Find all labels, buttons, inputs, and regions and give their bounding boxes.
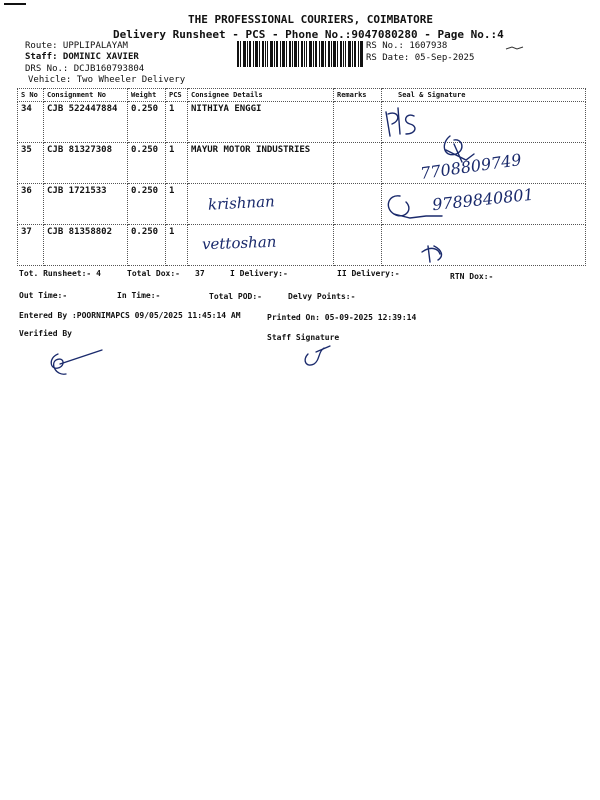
cell-sno: 36 <box>18 184 44 225</box>
cell-weight: 0.250 <box>128 184 166 225</box>
company-title: THE PROFESSIONAL COURIERS, COIMBATORE <box>188 13 434 26</box>
route-label: Route: UPPLIPALAYAM <box>25 41 128 51</box>
ii-delivery: II Delivery:- <box>337 269 400 278</box>
rs-date: RS Date: 05-Sep-2025 <box>366 53 475 63</box>
cell-sno: 34 <box>18 102 44 143</box>
total-runsheet: Tot. Runsheet:- 4 <box>19 269 101 278</box>
corner-mark <box>4 3 26 5</box>
verified-by: Verified By <box>19 329 72 338</box>
header-consignment: Consignment No <box>44 89 128 102</box>
cell-pcs: 1 <box>166 225 188 266</box>
cell-consignment: CJB 81327308 <box>44 143 128 184</box>
handwritten-signatures <box>370 100 590 270</box>
cell-details: MAYUR MOTOR INDUSTRIES <box>188 143 334 184</box>
header-weight: Weight <box>128 89 166 102</box>
header-pcs: PCS <box>166 89 188 102</box>
handwritten-phone-row35: 7708809749 <box>419 150 523 183</box>
cell-details: NITHIYA ENGGI <box>188 102 334 143</box>
header-sno: S No <box>18 89 44 102</box>
handwritten-name-row36: krishnan <box>207 192 276 214</box>
printed-on: Printed On: 05-09-2025 12:39:14 <box>267 313 417 322</box>
header-remarks: Remarks <box>334 89 382 102</box>
cell-pcs: 1 <box>166 102 188 143</box>
runsheet-subtitle: Delivery Runsheet - PCS - Phone No.:9047080280 - Page No.:4 <box>113 28 504 41</box>
cell-sno: 35 <box>18 143 44 184</box>
entered-by: Entered By :POORNIMAPCS 09/05/2025 11:45:14 AM <box>19 311 241 320</box>
i-delivery: I Delivery:- <box>230 269 288 278</box>
rs-number: RS No.: 1607938 <box>366 41 448 51</box>
barcode <box>237 41 363 67</box>
drs-number: DRS No.: DCJB160793804 <box>25 64 145 74</box>
header-details: Consignee Details <box>188 89 334 102</box>
cell-consignment: CJB 522447884 <box>44 102 128 143</box>
staff-label: Staff: DOMINIC XAVIER <box>25 52 139 62</box>
total-dox-value: 37 <box>195 269 205 278</box>
staff-signature-mark <box>296 342 346 372</box>
cell-weight: 0.250 <box>128 102 166 143</box>
cell-pcs: 1 <box>166 184 188 225</box>
scribble-mark <box>505 44 525 52</box>
cell-sno: 37 <box>18 225 44 266</box>
rtn-dox: RTN Dox:- <box>450 272 494 281</box>
cell-weight: 0.250 <box>128 225 166 266</box>
out-time: Out Time:- <box>19 291 68 300</box>
handwritten-name-row37: vettoshan <box>201 232 277 254</box>
total-dox-label: Total Dox:- <box>127 269 180 278</box>
staff-signature-label: Staff Signature <box>267 333 340 342</box>
cell-consignment: CJB 81358802 <box>44 225 128 266</box>
vehicle-label: Vehicle: Two Wheeler Delivery <box>28 75 186 85</box>
cell-pcs: 1 <box>166 143 188 184</box>
handwritten-phone-row36: 9789840801 <box>431 184 535 215</box>
delvy-points: Delvy Points:- <box>288 292 356 301</box>
cell-weight: 0.250 <box>128 143 166 184</box>
header-seal: Seal & Signature <box>382 89 586 102</box>
in-time: In Time:- <box>117 291 161 300</box>
total-pod: Total POD:- <box>209 292 262 301</box>
cell-consignment: CJB 1721533 <box>44 184 128 225</box>
verifier-signature <box>40 346 110 382</box>
